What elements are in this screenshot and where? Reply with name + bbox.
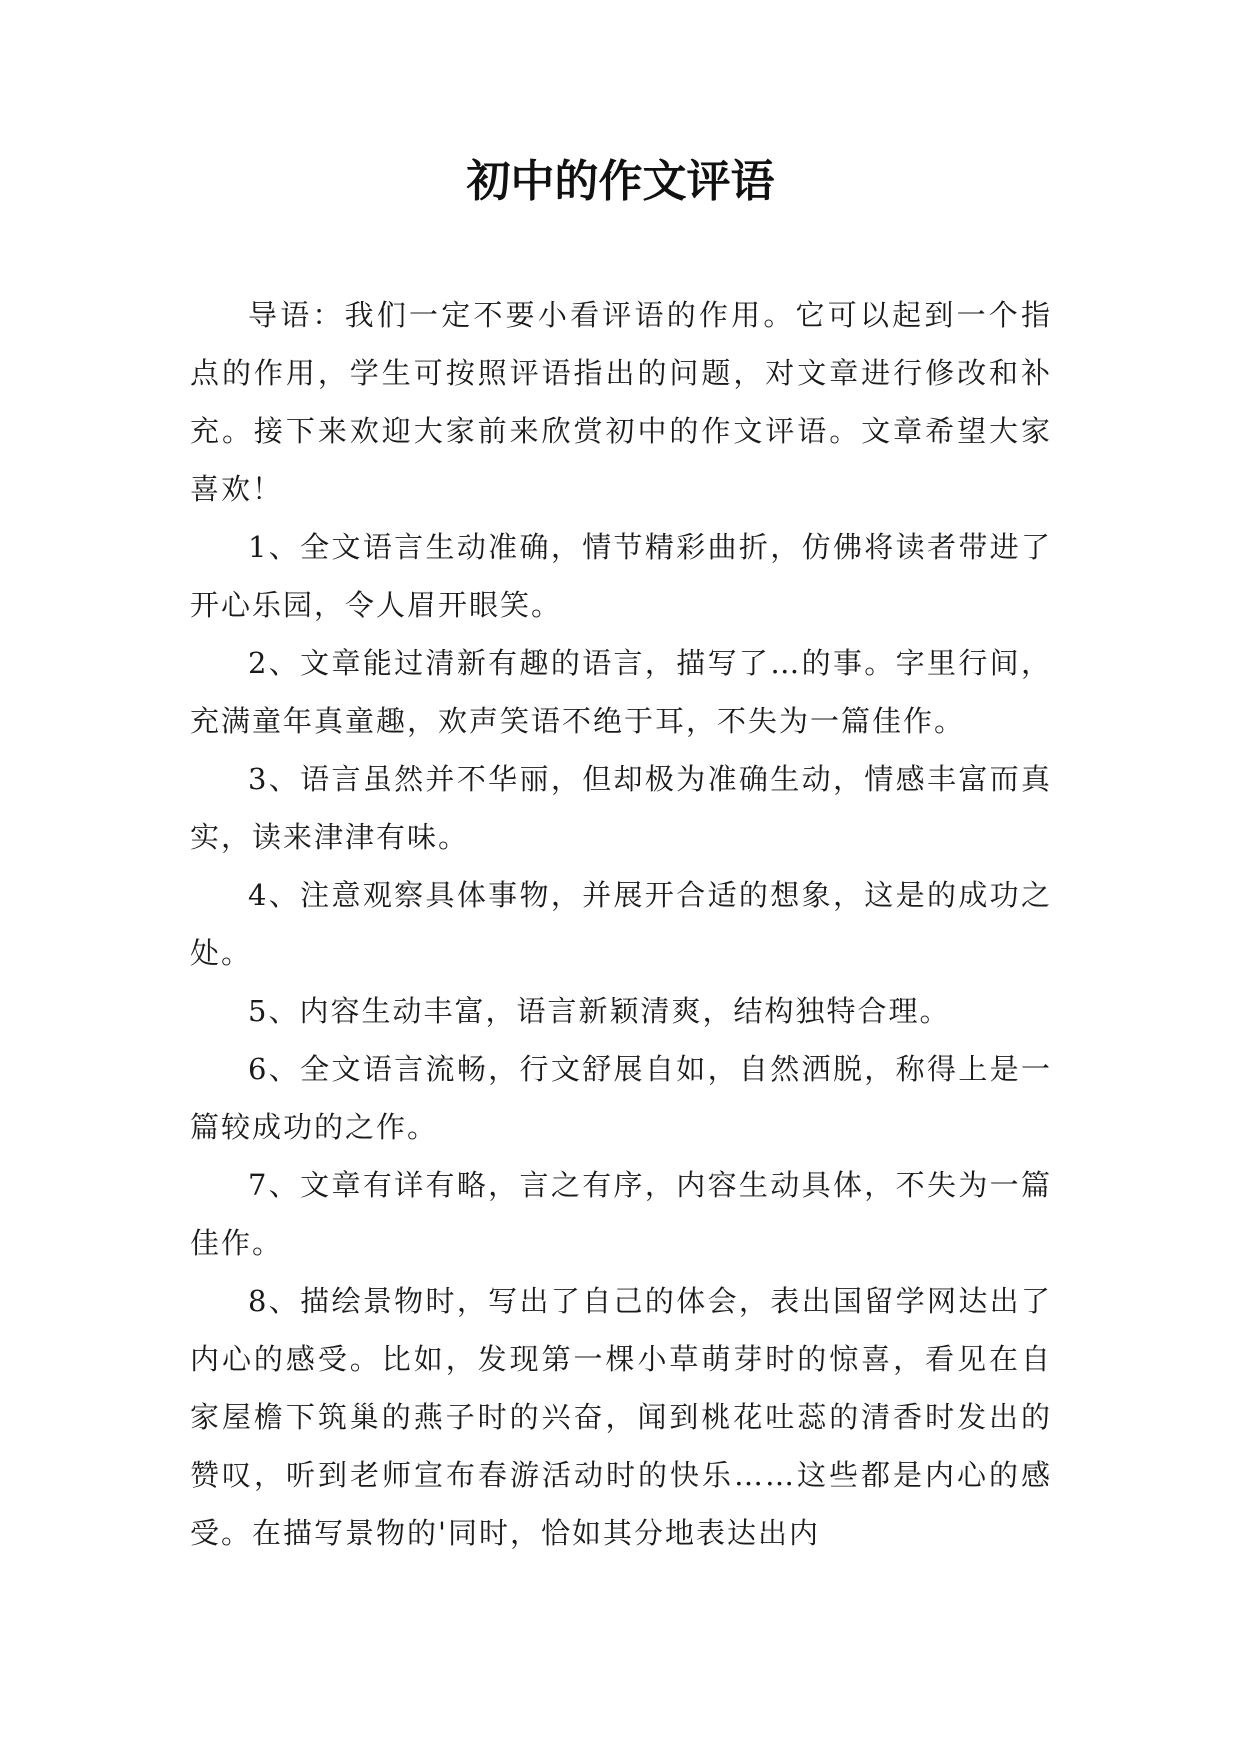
document-body bbox=[190, 286, 1052, 1562]
document-title: 初中的作文评语 bbox=[466, 156, 775, 207]
comment-paragraph-6: 6、全文语言流畅，行文舒展自如，自然洒脱，称得上是一篇较成功的之作。 bbox=[190, 1052, 1052, 1144]
comment-paragraph-3: 3、语言虽然并不华丽，但却极为准确生动，情感丰富而真实，读来津津有味。 bbox=[190, 762, 1052, 854]
comment-paragraph-5: 5、内容生动丰富，语言新颖清爽，结构独特合理。 bbox=[248, 994, 951, 1028]
comment-paragraph-4: 4、注意观察具体事物，并展开合适的想象，这是的成功之处。 bbox=[190, 878, 1052, 970]
comment-paragraph-8: 8、描绘景物时，写出了自己的体会，表出国留学网达出了内心的感受。比如，发现第一棵小草萌芽时的惊喜，看见在自家屋檐下筑巢的燕子时的兴奋，闻到桃花吐蕊的清香时发出的赞叹，听到老师宣布春游活动时的快乐……这些都是内心的感受。在描写景物的'同时，恰如其分地表达出内 bbox=[190, 1284, 1052, 1550]
comment-paragraph-7: 7、文章有详有略，言之有序，内容生动具体，不失为一篇佳作。 bbox=[190, 1168, 1052, 1260]
comment-paragraph-2: 2、文章能过清新有趣的语言，描写了…的事。字里行间，充满童年真童趣，欢声笑语不绝于耳，不失为一篇佳作。 bbox=[190, 646, 1052, 738]
intro-paragraph: 导语：我们一定不要小看评语的作用。它可以起到一个指点的作用，学生可按照评语指出的问题，对文章进行修改和补充。接下来欢迎大家前来欣赏初中的作文评语。文章希望大家喜欢！ bbox=[190, 298, 1052, 506]
comment-paragraph-1: 1、全文语言生动准确，情节精彩曲折，仿佛将读者带进了开心乐园，令人眉开眼笑。 bbox=[190, 530, 1052, 622]
